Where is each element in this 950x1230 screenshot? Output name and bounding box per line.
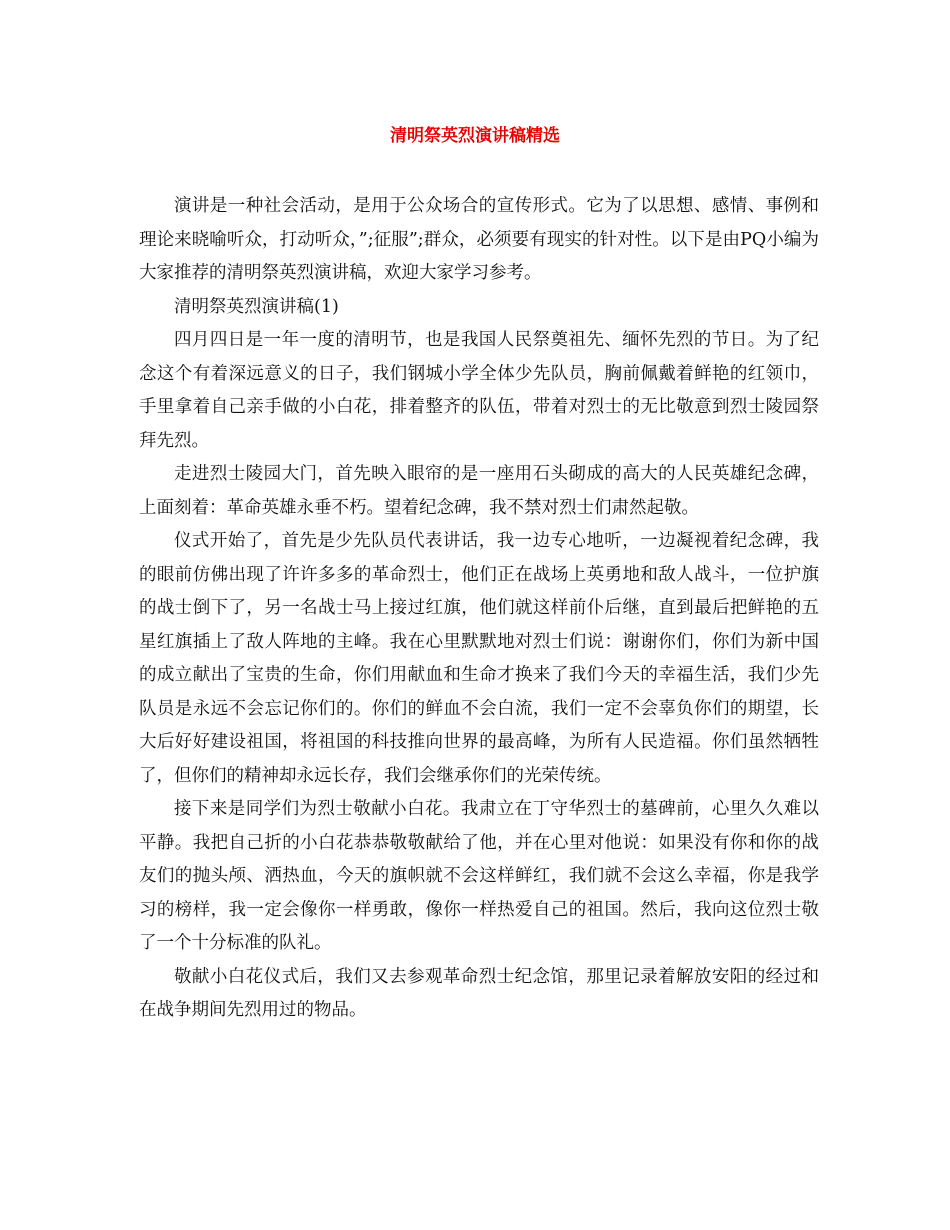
- body-paragraph: 仪式开始了，首先是少先队员代表讲话，我一边专心地听，一边凝视着纪念碑，我的眼前仿佛出现了许许多多的革命烈士，他们正在战场上英勇地和敌人战斗，一位护旗的战士倒下了，另一名战士马上接过红旗，他们就这样前仆后继，直到最后把鲜艳的五星红旗插上了敌人阵地的主峰。我在心里默默地对烈士们说：谢谢你们，你们为新中国的成立献出了宝贵的生命，你们用献血和生命才换来了我们今天的幸福生活，我们少先队员是永远不会忘记你们的。你们的鲜血不会白流，我们一定不会辜负你们的期望，长大后好好建设祖国，将祖国的科技推向世界的最高峰，为所有人民造福。你们虽然牺牲了，但你们的精神却永远长存，我们会继承你们的光荣传统。: [139, 531, 819, 786]
- body-paragraph: 四月四日是一年一度的清明节，也是我国人民祭奠祖先、缅怀先烈的节日。为了纪念这个有着深远意义的日子，我们钢城小学全体少先队员，胸前佩戴着鲜艳的红领巾，手里拿着自己亲手做的小白花，排着整齐的队伍，带着对烈士的无比敬意到烈士陵园祭拜先烈。: [139, 330, 819, 451]
- intro-paragraph: 演讲是一种社会活动，是用于公众场合的宣传形式。它为了以思想、感情、事例和理论来晓喻听众，打动听众，”;征服”;群众，必须要有现实的针对性。以下是由PQ小编为大家推荐的清明祭英烈演讲稿，欢迎大家学习参考。: [139, 196, 819, 283]
- body-paragraph: 接下来是同学们为烈士敬献小白花。我肃立在丁守华烈士的墓碑前，心里久久难以平静。我把自己折的小白花恭恭敬敬献给了他，并在心里对他说：如果没有你和你的战友们的抛头颅、洒热血，今天的旗帜就不会这样鲜红，我们就不会这么幸福，你是我学习的榜样，我一定会像你一样勇敢，像你一样热爱自己的祖国。然后，我向这位烈士敬了一个十分标准的队礼。: [139, 799, 819, 953]
- body-paragraph: 敬献小白花仪式后，我们又去参观革命烈士纪念馆，那里记录着解放安阳的经过和在战争期间先烈用过的物品。: [139, 966, 819, 1020]
- body-paragraph: 走进烈士陵园大门，首先映入眼帘的是一座用石头砌成的高大的人民英雄纪念碑，上面刻着：革命英雄永垂不朽。望着纪念碑，我不禁对烈士们肃然起敬。: [139, 464, 819, 518]
- document-body: [139, 190, 819, 1028]
- document-title: 清明祭英烈演讲稿精选: [390, 126, 560, 146]
- section-heading: 清明祭英烈演讲稿(1): [174, 296, 339, 317]
